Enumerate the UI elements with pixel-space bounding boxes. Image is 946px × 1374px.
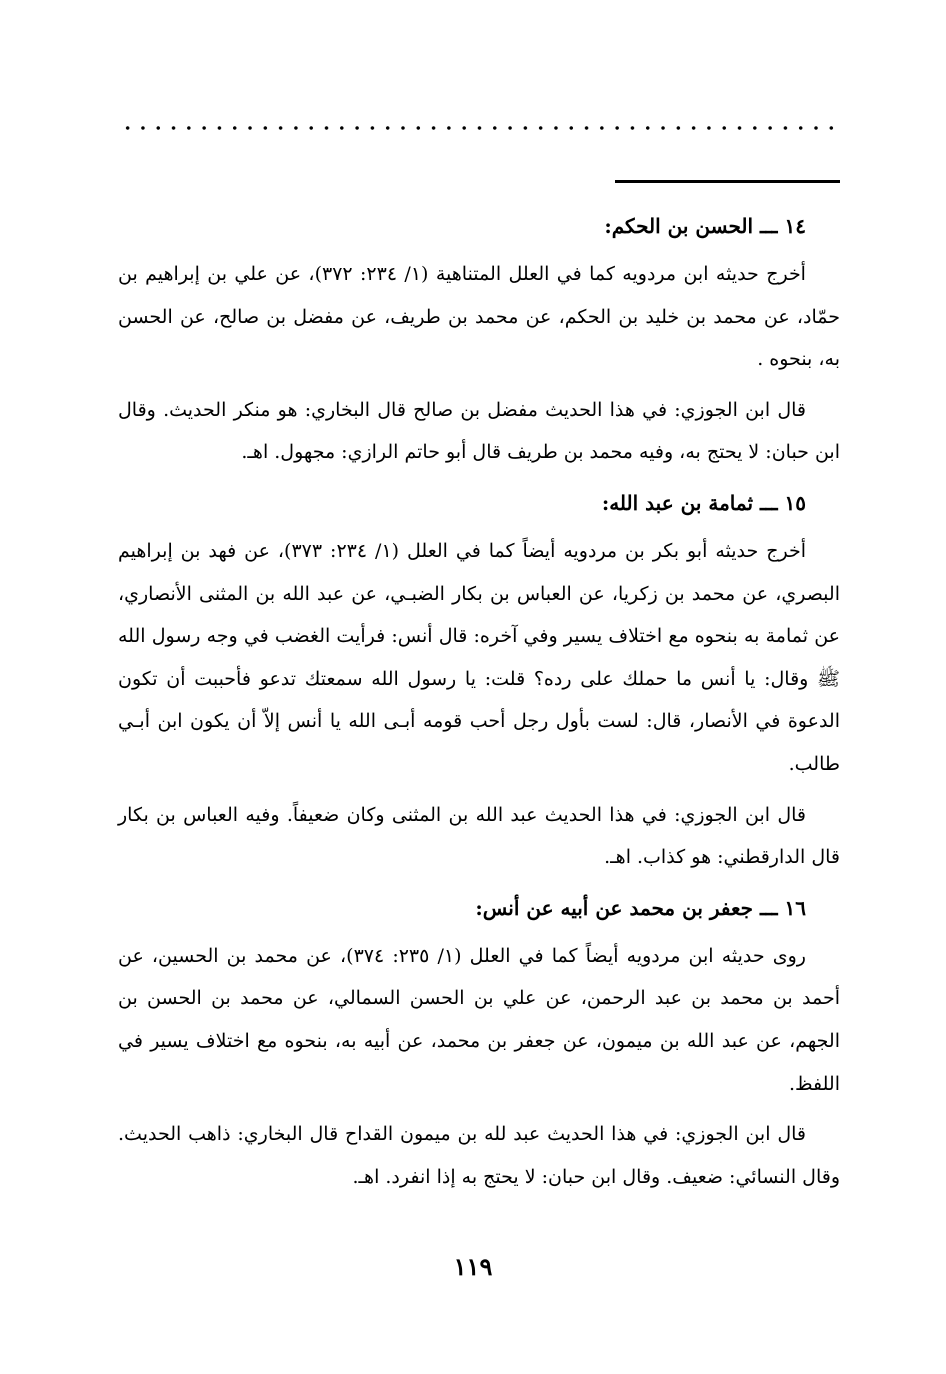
entry-paragraph: قال ابن الجوزي: في هذا الحديث مفضل بن صالح قال البخاري: هو منكر الحديث. وقال ابن حبان: لا يحتج به، وفيه محمد بن طريف قال أبو حاتم الرازي: مجهول. اهـ. [118, 398, 840, 464]
entry-heading: ١٥ ـــ ثمامة بن عبد الله: [601, 490, 806, 515]
entry-paragraph: أخرج حديثه أبو بكر بن مردويه أيضاً كما في العلل (١/ ٢٣٤: ٣٧٣)، عن فهد بن إبراهيم البصري، عن محمد بن زكريا، عن العباس بن بكار الضبـي، عن عبد الله بن المثنى الأنصاري، عن ثمامة به بنحوه مع اختلاف يسير وفي آخره: قال أنس: فرأيت الغضب في وجه رسول الله ﷺ وقال: يا أنس ما حملك على رده؟ قلت: يا رسول الله سمعتك تدعو فأحببت أن تكون الدعوة في الأنصار، قال: لست بأول رجل أحب قومه أبـى الله يا أنس إلاّ أن يكون ابن أبـي طالب. [118, 539, 840, 775]
entry-paragraph: روى حديثه ابن مردويه أيضاً كما في العلل (١/ ٢٣٥: ٣٧٤)، عن محمد بن الحسين، عن أحمد بن محمد بن عبد الرحمن، عن علي بن الحسن السمالي، عن محمد بن الحسن بن الجهم، عن عبد الله بن ميمون، عن جعفر بن محمد، عن أبيه به، بنحوه مع اختلاف يسير في اللفظ. [118, 944, 840, 1095]
dotted-separator [120, 118, 840, 138]
entry-heading: ١٤ ـــ الحسن بن الحكم: [604, 214, 806, 238]
page-number: ١١٩ [453, 1252, 493, 1281]
entry-paragraph: قال ابن الجوزي: في هذا الحديث عبد لله بن ميمون القداح قال البخاري: ذاهب الحديث. وقال النسائي: ضعيف. وقال ابن حبان: لا يحتج به إذا انفرد. اهـ. [118, 1123, 840, 1188]
entry-paragraph: أخرج حديثه ابن مردويه كما في العلل المتناهية (١/ ٢٣٤: ٣٧٢)، عن علي بن إبراهيم بن حمّاد، عن محمد بن خليد بن الحكم، عن محمد بن طريف، عن مفضل بن صالح، عن الحسن به، بنحوه . [118, 263, 840, 371]
section-rule [615, 180, 840, 183]
page-content [118, 205, 840, 1206]
entry-heading: ١٦ ـــ جعفر بن محمد عن أبيه عن أنس: [475, 895, 806, 920]
entry-paragraph: قال ابن الجوزي: في هذا الحديث عبد الله بن المثنى وكان ضعيفاً. وفيه العباس بن بكار قال الدارقطني: هو كذاب. اهـ. [118, 803, 840, 869]
